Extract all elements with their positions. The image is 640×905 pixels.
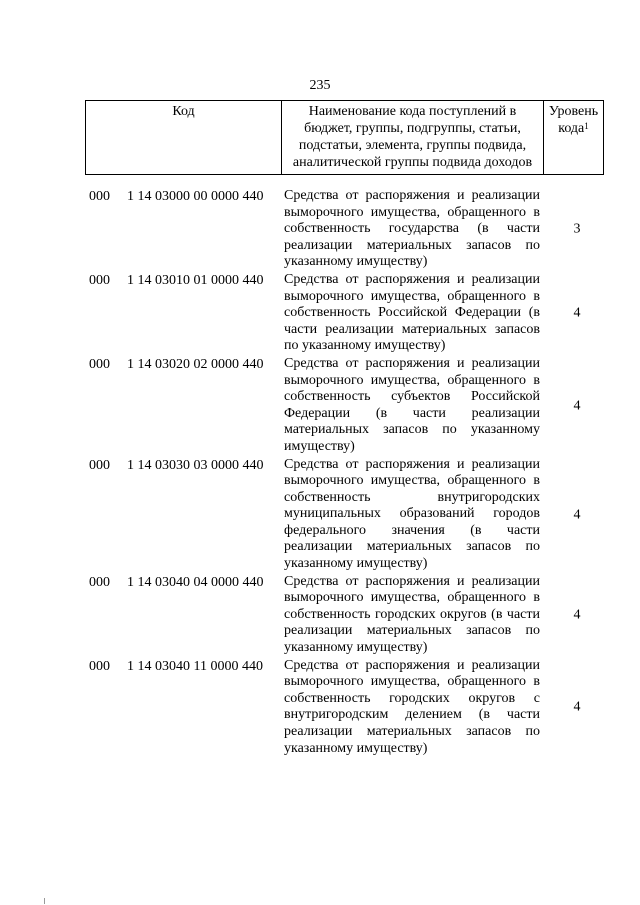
row-revenue-code: 1 14 03040 11 0000 440: [127, 658, 263, 674]
row-admin-code: 000: [89, 189, 110, 204]
header-level-footnote: 1: [584, 121, 589, 131]
header-name-label: Наименование кода поступлений в бюджет, группы, подгруппы, статьи, подстатьи, элемента, группы подвида, аналитической группы подвида доходов: [292, 104, 533, 170]
row-description: Средства от распоряжения и реализации выморочного имущества, обращенного в собственность внутригородских муниципальных образований городов федерального значения (в части реализации материальных запасов по указанному имуществу): [284, 456, 540, 572]
row-revenue-code: 1 14 03020 02 0000 440: [127, 356, 264, 372]
header-level: [544, 101, 604, 175]
table-row: [0, 457, 640, 573]
code-rows: [0, 188, 640, 758]
header-code: [86, 101, 282, 175]
row-description: Средства от распоряжения и реализации выморочного имущества, обращенного в собственность городских округов с внутригородским делением (в части реализации материальных запасов по указанному имуществу): [284, 657, 540, 756]
row-admin-code: 000: [89, 574, 110, 590]
row-revenue-code: 1 14 03030 03 0000 440: [127, 457, 264, 473]
row-description: Средства от распоряжения и реализации выморочного имущества, обращенного в собственность городских округов (в части реализации материальных запасов по указанному имуществу): [284, 573, 540, 656]
row-level: 4: [573, 398, 581, 414]
table-row: [0, 188, 640, 271]
scan-artifact: [44, 898, 45, 904]
row-admin-code: 000: [89, 457, 110, 473]
table-row: [0, 574, 640, 657]
row-description: Средства от распоряжения и реализации выморочного имущества, обращенного в собственность Российской Федерации (в части реализации материальных запасов по указанному имуществу): [284, 271, 540, 354]
row-admin-code: 000: [89, 658, 110, 674]
header-row: [86, 101, 604, 175]
row-description: Средства от распоряжения и реализации выморочного имущества, обращенного в собственность субъектов Российской Федерации (в части реализации материальных запасов по указанному имуществу): [284, 355, 540, 454]
row-level: 4: [573, 507, 581, 523]
row-admin-code: 000: [89, 272, 110, 288]
table-row: [0, 272, 640, 355]
row-level: 4: [573, 699, 581, 715]
row-description: Средства от распоряжения и реализации выморочного имущества, обращенного в собственность государства (в части реализации материальных запасов по указанному имуществу): [284, 188, 540, 270]
row-level: 3: [573, 221, 581, 237]
page-number: 235: [309, 78, 331, 93]
row-level: 4: [573, 305, 581, 321]
header-code-label: Код: [172, 104, 195, 119]
table-header: [85, 100, 604, 175]
table-row: [0, 658, 640, 758]
row-revenue-code: 1 14 03010 01 0000 440: [127, 272, 264, 288]
table-row: [0, 356, 640, 456]
header-name: [282, 101, 544, 175]
row-admin-code: 000: [89, 356, 110, 372]
row-revenue-code: 1 14 03040 04 0000 440: [127, 574, 264, 590]
header-level-label: Уровень кода: [548, 104, 599, 136]
row-level: 4: [573, 607, 581, 623]
row-revenue-code: 1 14 03000 00 0000 440: [127, 189, 264, 204]
